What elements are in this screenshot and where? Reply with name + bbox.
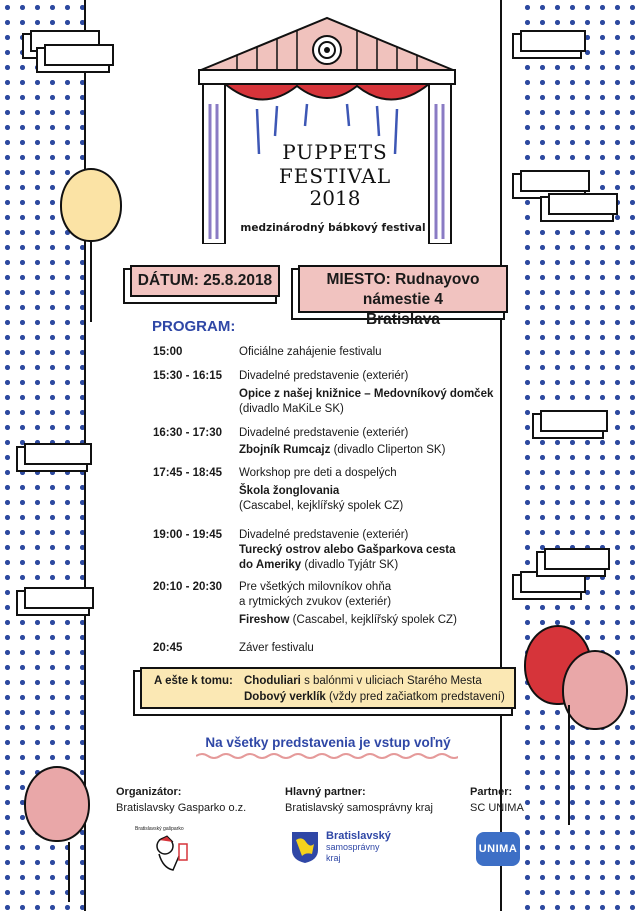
program-time: 16:30 - 17:30 — [153, 427, 223, 439]
program-company: (divadlo MaKiLe SK) — [239, 403, 344, 415]
partner-name: SC UNIMA — [470, 802, 524, 814]
program-item — [0, 369, 642, 419]
banner-flag — [44, 44, 114, 66]
bsk-logo — [290, 830, 400, 870]
banner-flag — [548, 193, 618, 215]
program-desc: Divadelné predstavenie (exteriér) — [239, 370, 409, 382]
program-show-title: Turecký ostrov alebo Gašparkova cesta — [239, 544, 456, 556]
program-desc: Oficiálne zahájenie festivalu — [239, 346, 382, 358]
program-time: 20:10 - 20:30 — [153, 581, 223, 593]
program-show-title: Zbojník Rumcajz — [239, 444, 331, 456]
program-desc: Záver festivalu — [239, 642, 314, 654]
program-item — [0, 426, 642, 462]
pink-balloon — [562, 650, 628, 730]
banner-flag — [520, 30, 586, 52]
program-time: 20:45 — [153, 642, 183, 654]
organizer-heading: Organizátor: — [116, 786, 182, 798]
yellow-balloon — [60, 168, 122, 242]
main-partner-heading: Hlavný partner: — [285, 786, 366, 798]
program-company: (divadlo Tyjátr SK) — [301, 559, 399, 571]
partner-heading: Partner: — [470, 786, 513, 798]
banner-flag — [520, 170, 590, 192]
program-time: 15:30 - 16:15 — [153, 370, 223, 382]
bsk-logo-name: Bratislavský — [326, 830, 391, 842]
date-box — [130, 265, 280, 297]
program-company: (divadlo Cliperton SK) — [330, 444, 446, 456]
program-time: 19:00 - 19:45 — [153, 529, 223, 541]
program-desc-cont: a rytmických zvukov (exteriér) — [239, 596, 392, 608]
program-show-title-cont: do Ameriky — [239, 559, 302, 571]
program-item — [0, 466, 642, 516]
program-heading: PROGRAM: — [152, 318, 236, 335]
program-desc: Pre všetkých milovníkov ohňa — [239, 581, 392, 593]
balloon-string — [90, 242, 92, 322]
program-desc: Workshop pre deti a dospelých — [239, 467, 397, 479]
extra-label: A ešte k tomu: — [154, 675, 233, 687]
program-show-title: Fireshow — [239, 614, 290, 626]
date-label: DÁTUM: 25.8.2018 — [137, 272, 273, 289]
balloon-string — [568, 705, 570, 825]
program-company: (Cascabel, kejklířský spolek CZ) — [239, 500, 404, 512]
place-box — [298, 265, 508, 328]
program-show-title: Škola žonglovania — [239, 485, 340, 497]
extra-events-box — [140, 667, 516, 709]
free-entry-text: Na všetky predstavenia je vstup voľný — [205, 735, 451, 750]
bsk-logo-sub1: samosprávny — [326, 842, 380, 852]
program-desc: Divadelné predstavenie (exteriér) — [239, 427, 409, 439]
main-partner — [285, 784, 433, 816]
program-item — [0, 528, 642, 576]
program-time: 17:45 - 18:45 — [153, 467, 223, 479]
extra-item-desc: (vždy pred začiatkom predstavení) — [325, 691, 505, 703]
partner — [470, 784, 524, 816]
organizer — [116, 784, 246, 816]
festival-subtitle: medzinárodný bábkový festival — [240, 222, 426, 234]
program-item — [0, 580, 642, 630]
extra-item-title: Dobový verklík — [244, 691, 326, 703]
place-city: Bratislava — [365, 311, 441, 328]
unima-logo: UNIMA — [476, 832, 520, 866]
extra-item-desc: s balónmi v uliciach Starého Mesta — [300, 675, 482, 687]
organizer-name: Bratislavsky Gasparko o.z. — [116, 802, 247, 814]
place-label: MIESTO: Rudnayovo námestie 4 — [326, 271, 480, 308]
gasparko-logo-text: Bratislavský gašparko — [135, 826, 184, 832]
main-partner-name: Bratislavský samosprávny kraj — [285, 802, 433, 814]
bsk-logo-sub2: kraj — [326, 853, 341, 863]
extra-item-title: Choduliari — [244, 675, 301, 687]
program-show-title: Opice z našej knižnice – Medovníkový domček — [239, 388, 494, 400]
festival-title: PUPPETS FESTIVAL — [278, 140, 392, 188]
wavy-underline — [196, 752, 458, 760]
festival-year: 2018 — [309, 186, 361, 210]
balloon-string — [68, 842, 70, 902]
program-company: (Cascabel, kejklířský spolek CZ) — [289, 614, 457, 626]
program-time: 15:00 — [153, 346, 183, 358]
program-desc: Divadelné predstavenie (exteriér) — [239, 529, 409, 541]
gasparko-logo — [135, 826, 205, 876]
pink-balloon — [24, 766, 90, 842]
